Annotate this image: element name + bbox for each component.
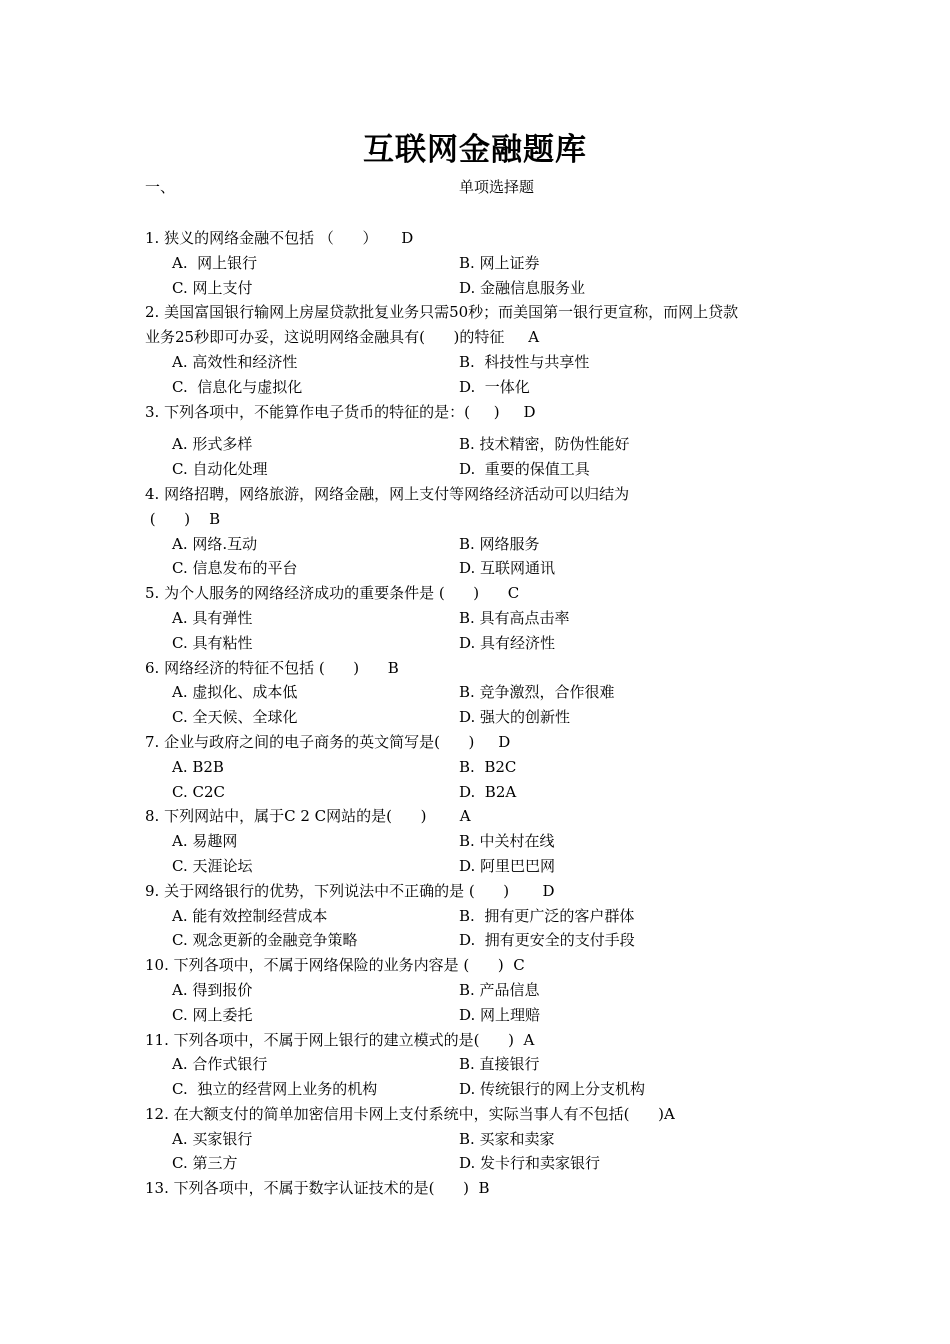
section-heading: [145, 176, 845, 198]
option-row: [145, 680, 825, 705]
answer-option: B. 网络服务: [459, 534, 540, 553]
answer-option: D. 阿里巴巴网: [459, 856, 556, 875]
question-6: [145, 656, 825, 730]
document-title: 互联网金融题库: [363, 132, 587, 168]
answer-option: D. 传统银行的网上分支机构: [459, 1080, 646, 1099]
answer-option: A. 易趣网: [172, 832, 238, 851]
question-9: [145, 879, 825, 953]
option-row: [145, 1127, 825, 1152]
answer-option: A. 高效性和经济性: [172, 352, 298, 371]
option-row: [145, 780, 825, 805]
option-row: [145, 705, 825, 730]
question-text: 2. 美国富国银行输网上房屋贷款批复业务只需50秒；而美国第一银行更宣称，而网上贷款: [145, 303, 739, 322]
option-row: [145, 978, 825, 1003]
answer-option: A. 网上银行: [172, 253, 258, 272]
answer-option: D. B2A: [459, 782, 517, 801]
question-13: [145, 1176, 825, 1201]
option-row: [145, 928, 825, 953]
option-row: [145, 904, 825, 929]
option-row: [145, 556, 825, 581]
answer-option: D. 金融信息服务业: [459, 278, 586, 297]
answer-option: A. 合作式银行: [172, 1055, 268, 1074]
answer-option: A. 能有效控制经营成本: [172, 906, 328, 925]
answer-option: D. 发卡行和卖家银行: [459, 1154, 601, 1173]
option-row: [145, 606, 825, 631]
question-11: [145, 1028, 825, 1102]
question-text: 5. 为个人服务的网络经济成功的重要条件是 ( ) C: [145, 584, 520, 603]
option-row: [145, 755, 825, 780]
question-text: 10. 下列各项中，不属于网络保险的业务内容是 ( ) C: [145, 956, 525, 975]
answer-option: C. 全天候、全球化: [172, 708, 298, 727]
answer-option: C. 天涯论坛: [172, 856, 253, 875]
option-row: [145, 375, 825, 400]
answer-option: B. 直接银行: [459, 1055, 540, 1074]
question-list: [145, 226, 825, 1201]
question-7: [145, 730, 825, 804]
answer-option: C. 网上支付: [172, 278, 253, 297]
option-row: [145, 251, 825, 276]
question-1: [145, 226, 825, 300]
section-number: 一、: [145, 178, 176, 196]
answer-option: C. 具有粘性: [172, 633, 253, 652]
question-text: ( ) B: [145, 509, 221, 528]
option-row: [145, 1003, 825, 1028]
answer-option: D. 拥有更安全的支付手段: [459, 931, 635, 950]
question-text: 12. 在大额支付的简单加密信用卡网上支付系统中，实际当事人有不包括( )A: [145, 1104, 675, 1123]
question-4: [145, 482, 825, 581]
answer-option: C. 独立的经营网上业务的机构: [172, 1080, 378, 1099]
answer-option: A. 买家银行: [172, 1129, 253, 1148]
question-text: 4. 网络招聘，网络旅游，网络金融，网上支付等网络经济活动可以归结为: [145, 484, 630, 503]
answer-option: A. 具有弹性: [172, 608, 253, 627]
option-row: [145, 631, 825, 656]
answer-option: D. 网上理赔: [459, 1005, 541, 1024]
answer-option: A. 得到报价: [172, 980, 253, 999]
answer-option: B. 科技性与共享性: [459, 352, 590, 371]
answer-option: A. B2B: [172, 757, 224, 776]
question-text: 业务25秒即可办妥，这说明网络金融具有( )的特征 A: [145, 328, 540, 347]
question-text: 11. 下列各项中，不属于网上银行的建立模式的是( ) A: [145, 1030, 535, 1049]
answer-option: D. 一体化: [459, 377, 530, 396]
option-row: [145, 350, 825, 375]
answer-option: A. 虚拟化、成本低: [172, 683, 298, 702]
question-text: 9. 关于网络银行的优势，下列说法中不正确的是 ( ) D: [145, 881, 555, 900]
question-text: 13. 下列各项中，不属于数字认证技术的是( ) B: [145, 1179, 490, 1198]
answer-option: C. 信息发布的平台: [172, 559, 298, 578]
question-8: [145, 804, 825, 878]
option-row: [145, 829, 825, 854]
answer-option: C. 第三方: [172, 1154, 238, 1173]
answer-option: C. 网上委托: [172, 1005, 253, 1024]
answer-option: B. 技术精密，防伪性能好: [459, 435, 630, 454]
option-row: [145, 457, 825, 482]
question-3: [145, 400, 825, 482]
question-text: 7. 企业与政府之间的电子商务的英文简写是( ) D: [145, 732, 511, 751]
answer-option: B. B2C: [459, 757, 517, 776]
answer-option: C. 信息化与虚拟化: [172, 377, 303, 396]
option-row: [145, 854, 825, 879]
answer-option: D. 强大的创新性: [459, 708, 571, 727]
question-2: [145, 300, 825, 399]
answer-option: D. 互联网通讯: [459, 559, 556, 578]
answer-option: B. 网上证券: [459, 253, 540, 272]
question-5: [145, 581, 825, 655]
option-row: [145, 1151, 825, 1176]
option-row: [145, 1077, 825, 1102]
question-10: [145, 953, 825, 1027]
question-text: 1. 狭义的网络金融不包括 （ ） D: [145, 229, 414, 247]
answer-option: C. 自动化处理: [172, 460, 268, 479]
answer-option: C. C2C: [172, 782, 225, 801]
question-12: [145, 1102, 825, 1176]
answer-option: B. 拥有更广泛的客户群体: [459, 906, 635, 925]
question-text: 6. 网络经济的特征不包括 ( ) B: [145, 658, 399, 677]
option-row: [145, 532, 825, 557]
answer-option: A. 形式多样: [172, 435, 253, 454]
answer-option: D. 重要的保值工具: [459, 460, 590, 479]
answer-option: B. 竞争激烈，合作很难: [459, 683, 615, 702]
option-row: [145, 432, 825, 457]
answer-option: C. 观念更新的金融竞争策略: [172, 931, 358, 950]
answer-option: D. 具有经济性: [459, 633, 556, 652]
answer-option: A. 网络.互动: [172, 534, 258, 553]
answer-option: B. 产品信息: [459, 980, 540, 999]
question-text: 3. 下列各项中，不能算作电子货币的特征的是：( ) D: [145, 402, 536, 421]
option-row: [145, 1052, 825, 1077]
question-text: 8. 下列网站中，属于C 2 C网站的是( ) A: [145, 807, 471, 826]
option-row: [145, 276, 825, 301]
answer-option: B. 买家和卖家: [459, 1129, 555, 1148]
section-name: 单项选择题: [459, 178, 535, 196]
answer-option: B. 具有高点击率: [459, 608, 570, 627]
answer-option: B. 中关村在线: [459, 832, 555, 851]
